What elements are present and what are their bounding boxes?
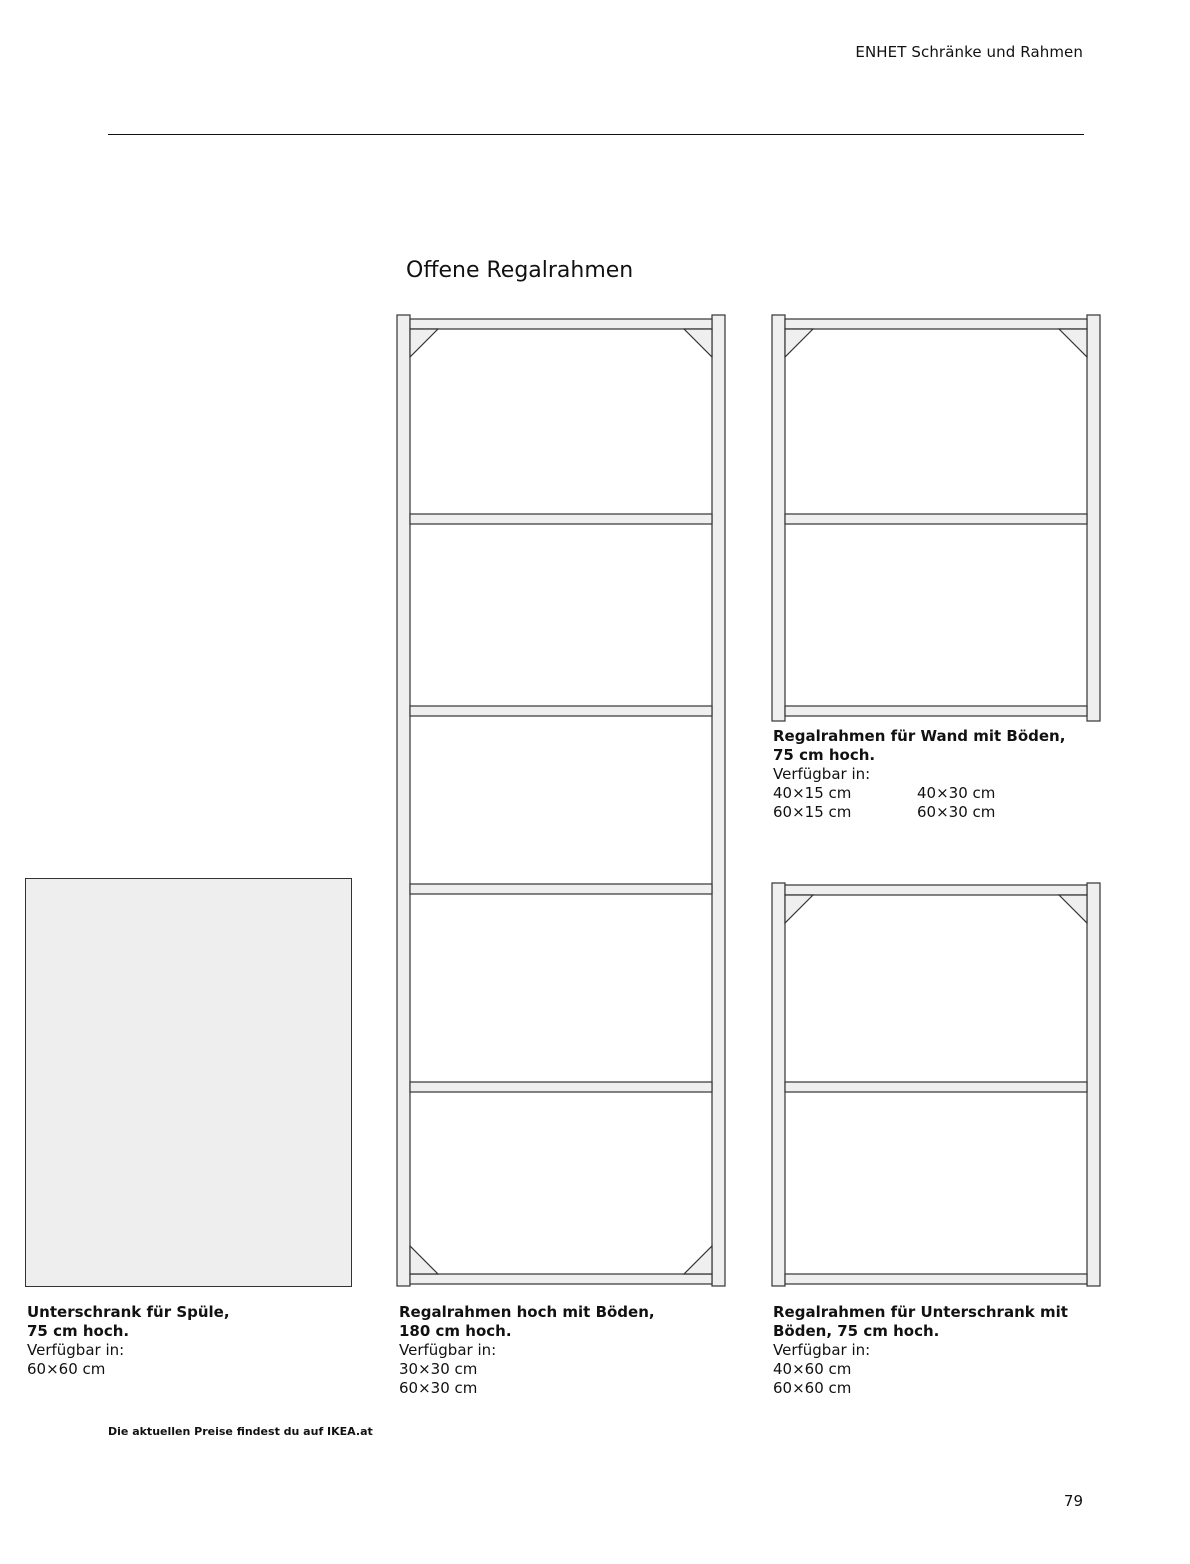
tall-frame-title-line2: 180 cm hoch. [399,1322,512,1340]
sink-cabinet-available-label: Verfügbar in: [27,1341,125,1359]
size-item: 40×60 cm [773,1360,852,1378]
section-title: Offene Regalrahmen [406,258,634,283]
tall-frame-drawing [396,314,727,1287]
base-frame-drawing [771,882,1102,1287]
wall-frame-title-line2: 75 cm hoch. [773,746,876,764]
base-frame-available-label: Verfügbar in: [773,1341,871,1359]
header-divider [108,134,1084,135]
page-number: 79 [1063,1492,1083,1510]
size-item: 40×30 cm [917,784,996,802]
tall-frame-caption [399,1303,655,1398]
sink-cabinet-title-line2: 75 cm hoch. [27,1322,130,1340]
wall-frame-caption [773,727,1065,822]
base-frame-caption [773,1303,1068,1398]
size-item: 60×60 cm [27,1360,106,1378]
size-item: 60×30 cm [399,1379,478,1397]
base-frame-title-line2: Böden, 75 cm hoch. [773,1322,940,1340]
wall-frame-drawing [771,314,1102,722]
tall-frame-title-line1: Regalrahmen hoch mit Böden, [399,1303,655,1321]
wall-frame-title-line1: Regalrahmen für Wand mit Böden, [773,727,1066,745]
price-note: Die aktuellen Preise findest du auf IKEA.at [108,1425,373,1438]
size-item: 30×30 cm [399,1360,478,1378]
sink-cabinet-image [25,878,352,1287]
size-item: 40×15 cm [773,784,852,802]
tall-frame-available-label: Verfügbar in: [399,1341,497,1359]
size-item: 60×15 cm [773,803,852,821]
sink-cabinet-caption [27,1303,230,1379]
size-item: 60×30 cm [917,803,996,821]
size-item: 60×60 cm [773,1379,852,1397]
wall-frame-sizes [773,784,1065,822]
running-header: ENHET Schränke und Rahmen [855,43,1083,61]
sink-cabinet-title-line1: Unterschrank für Spüle, [27,1303,230,1321]
base-frame-title-line1: Regalrahmen für Unterschrank mit [773,1303,1068,1321]
wall-frame-available-label: Verfügbar in: [773,765,871,783]
